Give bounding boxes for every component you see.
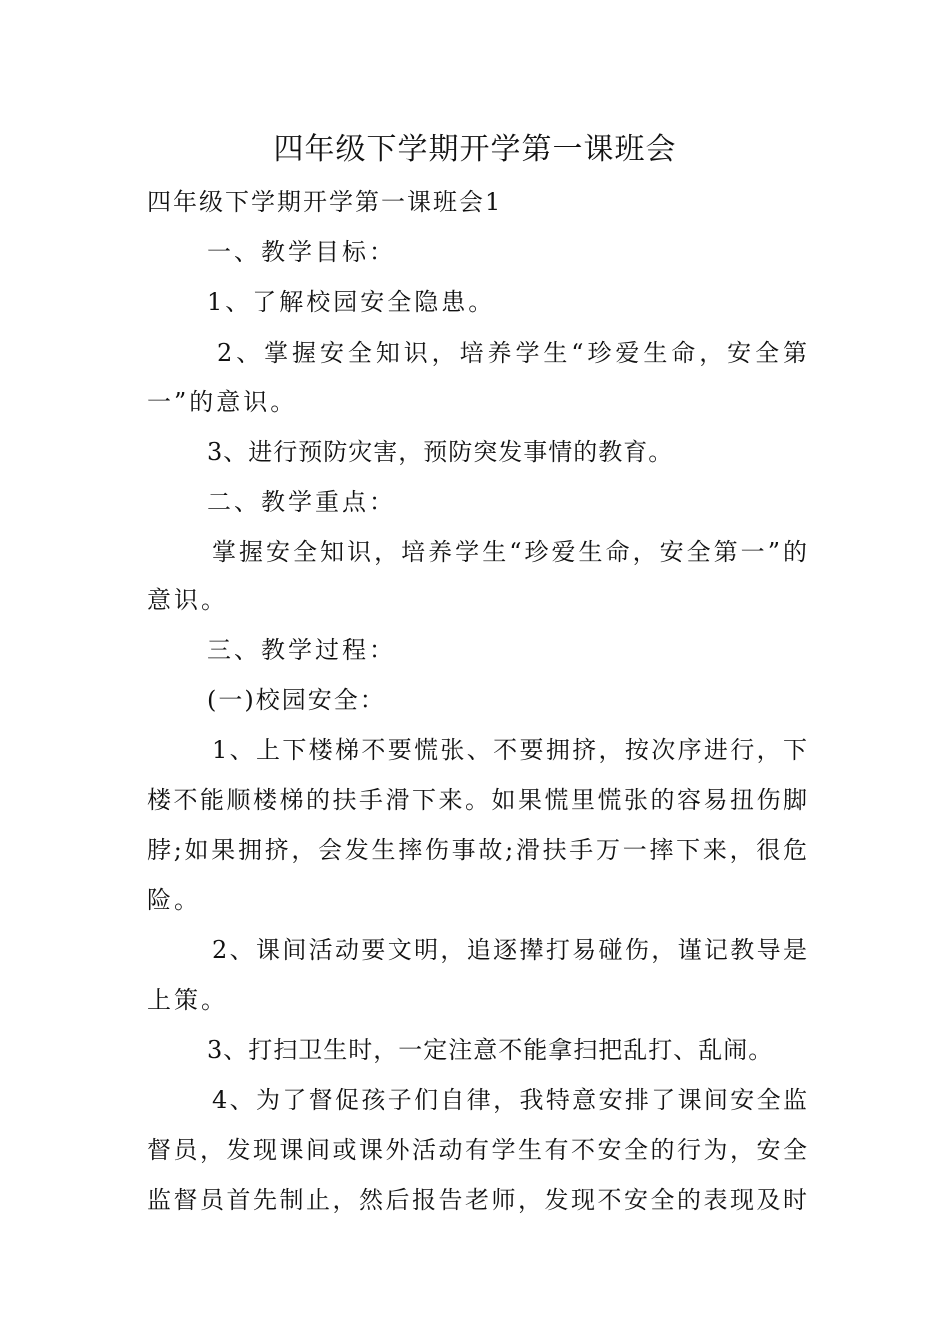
heading-process: 三、教学过程：	[207, 636, 396, 664]
document-subtitle: 四年级下学期开学第一课班会1	[147, 188, 503, 216]
heading-key-points: 二、教学重点：	[207, 488, 396, 516]
paragraph-line: 一”的意识。	[147, 388, 298, 416]
paragraph-line: 3、进行预防灾害，预防突发事情的教育。	[207, 438, 674, 466]
paragraph-line: 楼不能顺楼梯的扶手滑下来。如果慌里慌张的容易扭伤脚	[147, 786, 807, 814]
paragraph-line: 险。	[147, 886, 201, 914]
paragraph-line: 监督员首先制止，然后报告老师，发现不安全的表现及时	[147, 1186, 807, 1214]
paragraph-line: 1、了解校园安全隐患。	[207, 288, 496, 316]
heading-objectives: 一、教学目标：	[207, 238, 396, 266]
document-title: 四年级下学期开学第一课班会	[273, 132, 677, 167]
paragraph-line: 脖;如果拥挤，会发生摔伤事故;滑扶手万一摔下来，很危	[147, 836, 807, 864]
paragraph-line: 2、课间活动要文明，追逐撵打易碰伤，谨记教导是	[212, 936, 807, 964]
paragraph-line: 上策。	[147, 986, 228, 1014]
paragraph-line: 1、上下楼梯不要慌张、不要拥挤，按次序进行，下	[212, 736, 807, 764]
paragraph-line: 意识。	[147, 586, 228, 614]
paragraph-line: 4、为了督促孩子们自律，我特意安排了课间安全监	[212, 1086, 807, 1114]
paragraph-line: 督员，发现课间或课外活动有学生有不安全的行为，安全	[147, 1136, 807, 1164]
paragraph-line: 3、打扫卫生时，一定注意不能拿扫把乱打、乱闹。	[207, 1036, 774, 1064]
paragraph-line: 2、掌握安全知识，培养学生“珍爱生命，安全第	[217, 339, 807, 367]
subheading-campus-safety: (一)校园安全：	[207, 686, 386, 714]
paragraph-line: 掌握安全知识，培养学生“珍爱生命，安全第一”的	[212, 538, 807, 566]
